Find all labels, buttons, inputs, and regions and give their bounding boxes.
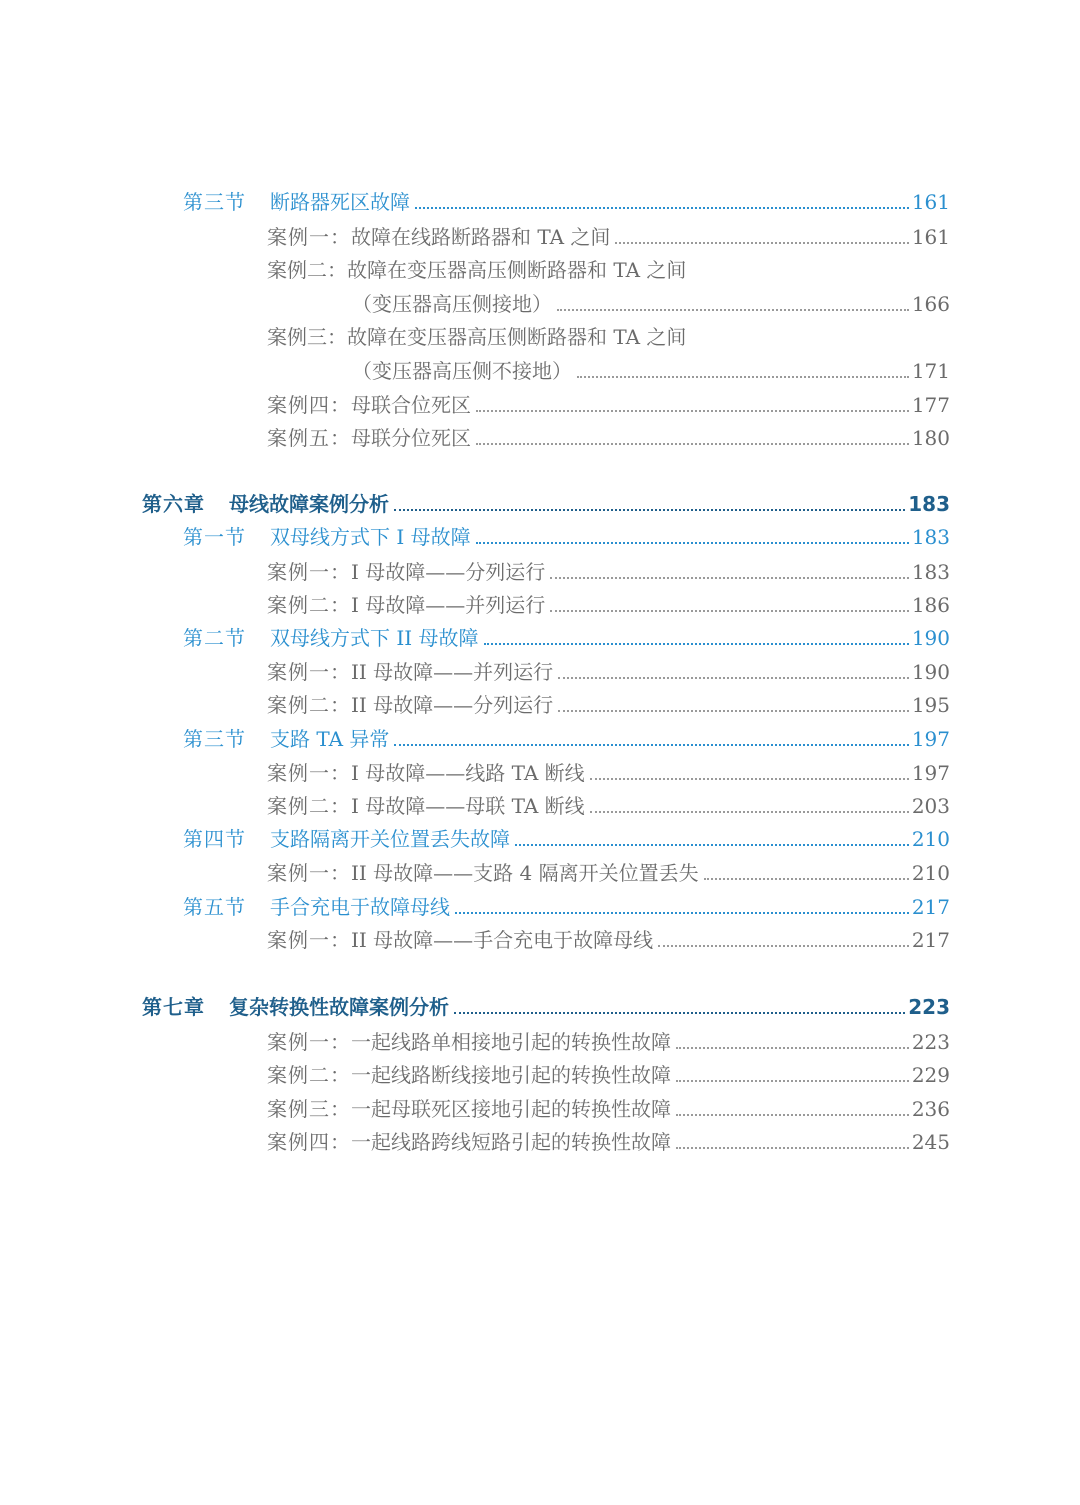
- leader-dots: [394, 508, 905, 511]
- page-number: 210: [911, 827, 950, 851]
- case-title: 故障在变压器高压侧断路器和 TA 之间: [347, 258, 687, 282]
- toc-case[interactable]: [267, 760, 950, 786]
- leader-dots: [558, 709, 909, 712]
- case-number: 案例一：: [267, 1030, 351, 1054]
- case-title: 母联分位死区: [351, 426, 471, 450]
- leader-dots: [615, 241, 908, 244]
- toc-section[interactable]: [183, 189, 950, 215]
- case-title: 故障在线路断路器和 TA 之间: [351, 225, 611, 249]
- section-title: 手合充电于故障母线: [270, 895, 450, 919]
- page-number: 229: [911, 1063, 950, 1087]
- leader-dots: [476, 442, 909, 445]
- page-number: 183: [911, 560, 950, 584]
- page-number: 166: [911, 292, 950, 316]
- toc-case[interactable]: [267, 793, 950, 819]
- case-number: 案例一：: [267, 861, 351, 885]
- case-number: 案例一：: [267, 560, 351, 584]
- leader-dots: [550, 576, 909, 579]
- chapter-title: 复杂转换性故障案例分析: [229, 995, 449, 1019]
- leader-dots: [454, 1011, 905, 1014]
- page-number: 161: [911, 190, 950, 214]
- page-number: 195: [911, 693, 950, 717]
- case-title: 故障在变压器高压侧断路器和 TA 之间: [347, 325, 687, 349]
- page-number: 223: [908, 995, 950, 1019]
- leader-dots: [484, 642, 909, 645]
- toc-case[interactable]: [267, 559, 950, 585]
- case-title: 一起母联死区接地引起的转换性故障: [351, 1097, 671, 1121]
- toc-case-continued[interactable]: [352, 291, 950, 317]
- leader-dots: [515, 843, 909, 846]
- case-number: 案例一：: [267, 225, 351, 249]
- case-number: 案例五：: [267, 426, 351, 450]
- case-title: II 母故障——并列运行: [351, 660, 554, 684]
- case-title: I 母故障——母联 TA 断线: [351, 794, 585, 818]
- case-title: 一起线路断线接地引起的转换性故障: [351, 1063, 671, 1087]
- page-number: 197: [911, 727, 950, 751]
- case-number: 案例四：: [267, 393, 351, 417]
- page-number: 190: [911, 626, 950, 650]
- leader-dots: [676, 1113, 909, 1116]
- toc-case[interactable]: [267, 224, 950, 250]
- toc-case[interactable]: [267, 1096, 950, 1122]
- section-number: 第一节: [183, 525, 246, 549]
- toc-section[interactable]: [183, 625, 950, 651]
- case-number: 案例四：: [267, 1130, 351, 1154]
- leader-dots: [676, 1079, 909, 1082]
- chapter-title: 母线故障案例分析: [229, 492, 389, 516]
- leader-dots: [394, 743, 908, 746]
- section-title: 支路 TA 异常: [270, 727, 390, 751]
- case-title: I 母故障——线路 TA 断线: [351, 761, 585, 785]
- toc-case-heading[interactable]: [267, 324, 686, 350]
- page-number: 210: [911, 861, 950, 885]
- case-number: 案例三：: [267, 325, 347, 349]
- toc-case[interactable]: [267, 1029, 950, 1055]
- page-number: 180: [911, 426, 950, 450]
- case-number: 案例三：: [267, 1097, 351, 1121]
- section-number: 第五节: [183, 895, 246, 919]
- case-title: 一起线路单相接地引起的转换性故障: [351, 1030, 671, 1054]
- leader-dots: [577, 375, 909, 378]
- leader-dots: [476, 409, 909, 412]
- page-number: 245: [911, 1130, 950, 1154]
- case-number: 案例二：: [267, 794, 351, 818]
- case-number: 案例二：: [267, 593, 351, 617]
- page-number: 171: [911, 359, 950, 383]
- toc-case[interactable]: [267, 425, 950, 451]
- section-number: 第二节: [183, 626, 246, 650]
- toc-chapter[interactable]: [142, 994, 950, 1020]
- leader-dots: [550, 609, 909, 612]
- toc-case[interactable]: [267, 927, 950, 953]
- page-number: 217: [911, 895, 950, 919]
- toc-case[interactable]: [267, 392, 950, 418]
- page-number: 183: [908, 492, 950, 516]
- section-number: 第三节: [183, 727, 246, 751]
- toc-case-continued[interactable]: [352, 358, 950, 384]
- case-title: II 母故障——手合充电于故障母线: [351, 928, 654, 952]
- toc-case[interactable]: [267, 592, 950, 618]
- section-title: 支路隔离开关位置丢失故障: [270, 827, 510, 851]
- case-title: I 母故障——并列运行: [351, 593, 546, 617]
- page-number: 236: [911, 1097, 950, 1121]
- case-number: 案例二：: [267, 258, 347, 282]
- toc-section[interactable]: [183, 826, 950, 852]
- case-title: II 母故障——支路 4 隔离开关位置丢失: [351, 861, 699, 885]
- section-number: 第三节: [183, 190, 246, 214]
- case-number: 案例一：: [267, 761, 351, 785]
- case-title-continued: （变压器高压侧不接地）: [352, 359, 572, 383]
- case-title: II 母故障——分列运行: [351, 693, 554, 717]
- case-title-continued: （变压器高压侧接地）: [352, 292, 552, 316]
- leader-dots: [476, 541, 909, 544]
- leader-dots: [590, 810, 909, 813]
- chapter-number: 第六章: [142, 492, 205, 516]
- section-title: 断路器死区故障: [270, 190, 410, 214]
- leader-dots: [415, 206, 909, 209]
- page-number: 203: [911, 794, 950, 818]
- case-number: 案例二：: [267, 1063, 351, 1087]
- page-number: 177: [911, 393, 950, 417]
- page-number: 161: [911, 225, 950, 249]
- toc-chapter[interactable]: [142, 491, 950, 517]
- case-number: 案例一：: [267, 660, 351, 684]
- leader-dots: [590, 777, 909, 780]
- case-title: I 母故障——分列运行: [351, 560, 546, 584]
- toc-section[interactable]: [183, 894, 950, 920]
- page-number: 186: [911, 593, 950, 617]
- leader-dots: [558, 676, 909, 679]
- page-number: 190: [911, 660, 950, 684]
- page-number: 223: [911, 1030, 950, 1054]
- section-number: 第四节: [183, 827, 246, 851]
- case-number: 案例二：: [267, 693, 351, 717]
- chapter-number: 第七章: [142, 995, 205, 1019]
- case-number: 案例一：: [267, 928, 351, 952]
- leader-dots: [557, 308, 909, 311]
- page-number: 217: [911, 928, 950, 952]
- toc-case[interactable]: [267, 659, 950, 685]
- case-title: 一起线路跨线短路引起的转换性故障: [351, 1130, 671, 1154]
- toc-case-heading[interactable]: [267, 257, 686, 283]
- leader-dots: [704, 877, 909, 880]
- section-title: 双母线方式下 I 母故障: [270, 525, 471, 549]
- toc-case[interactable]: [267, 1129, 950, 1155]
- toc-section[interactable]: [183, 524, 950, 550]
- toc-case[interactable]: [267, 1062, 950, 1088]
- toc-case[interactable]: [267, 860, 950, 886]
- case-title: 母联合位死区: [351, 393, 471, 417]
- page-number: 197: [911, 761, 950, 785]
- leader-dots: [676, 1146, 909, 1149]
- section-title: 双母线方式下 II 母故障: [270, 626, 479, 650]
- page-number: 183: [911, 525, 950, 549]
- leader-dots: [455, 911, 909, 914]
- toc-case[interactable]: [267, 692, 950, 718]
- leader-dots: [676, 1046, 909, 1049]
- leader-dots: [658, 944, 909, 947]
- toc-section[interactable]: [183, 726, 950, 752]
